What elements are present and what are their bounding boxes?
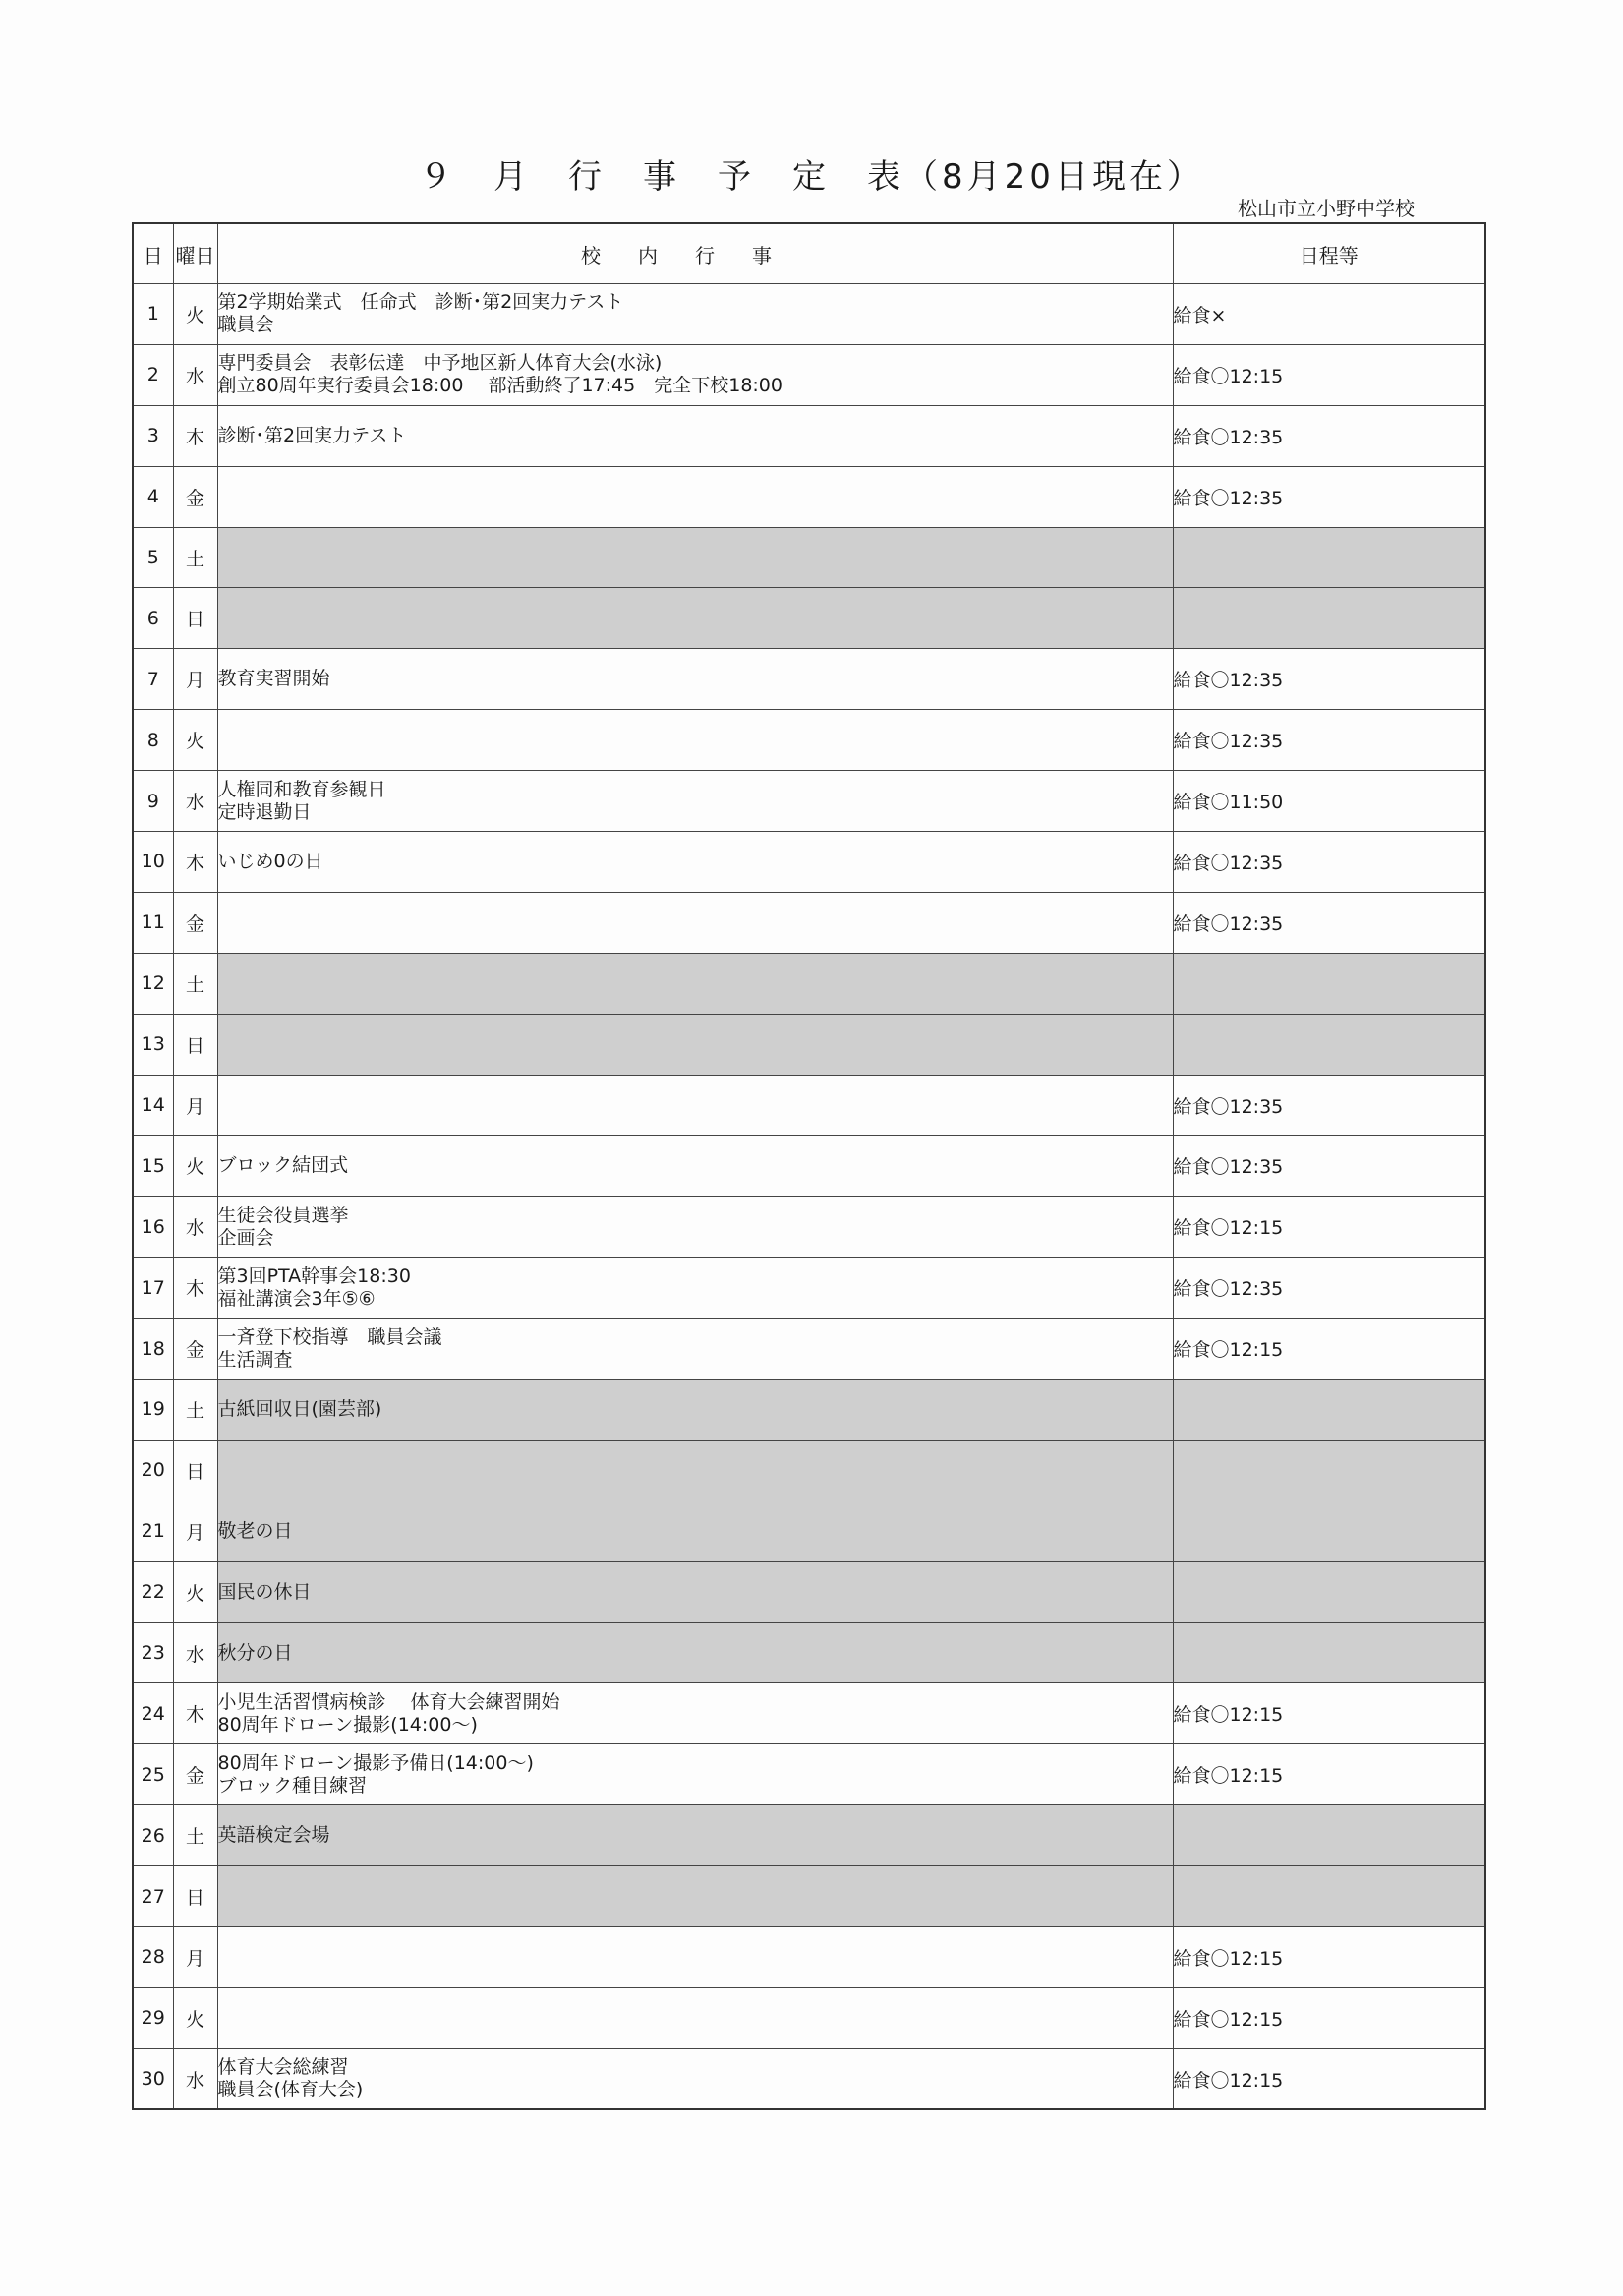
weekday-cell: 火 <box>173 1561 217 1622</box>
event-line: 秋分の日 <box>217 1641 293 1664</box>
table-row <box>133 344 1485 405</box>
weekday-cell: 金 <box>173 1319 217 1380</box>
event-cell <box>217 1561 1173 1622</box>
table-row <box>133 1380 1485 1441</box>
notes-cell <box>1173 1805 1485 1866</box>
table-row <box>133 771 1485 832</box>
event-cell <box>217 649 1173 710</box>
table-row <box>133 1501 1485 1561</box>
weekday-cell: 月 <box>173 1501 217 1561</box>
event-cell <box>217 832 1173 893</box>
school-name: 松山市立小野中学校 <box>1238 197 1415 220</box>
notes-cell: 給食〇12:15 <box>1173 1744 1485 1805</box>
table-row <box>133 710 1485 771</box>
notes-cell: 給食〇12:15 <box>1173 344 1485 405</box>
schedule-table <box>132 222 1486 2110</box>
event-line: ブロック種目練習 <box>217 1774 368 1796</box>
table-row <box>133 466 1485 527</box>
event-cell <box>217 1075 1173 1136</box>
day-cell: 3 <box>133 405 173 466</box>
weekday-cell: 火 <box>173 1987 217 2048</box>
table-row <box>133 1197 1485 1258</box>
day-cell: 20 <box>133 1440 173 1501</box>
event-line: 定時退勤日 <box>217 800 312 823</box>
page-title: ９ 月 行 事 予 定 表（8月20日現在） <box>419 157 1204 197</box>
event-cell <box>217 771 1173 832</box>
notes-cell <box>1173 1380 1485 1441</box>
event-line: 80周年ドローン撮影(14:00～) <box>217 1713 478 1736</box>
notes-cell <box>1173 527 1485 588</box>
notes-cell: 給食〇11:50 <box>1173 771 1485 832</box>
event-cell <box>217 1136 1173 1197</box>
table-row <box>133 1683 1485 1744</box>
table-row <box>133 1440 1485 1501</box>
weekday-cell: 木 <box>173 832 217 893</box>
notes-cell: 給食〇12:15 <box>1173 2048 1485 2109</box>
notes-cell: 給食〇12:35 <box>1173 1258 1485 1319</box>
weekday-cell: 金 <box>173 1744 217 1805</box>
table-row <box>133 284 1485 345</box>
notes-cell <box>1173 1501 1485 1561</box>
event-cell <box>217 1987 1173 2048</box>
event-line: 体育大会総練習 <box>217 2056 349 2079</box>
event-line: 敬老の日 <box>217 1519 293 1542</box>
event-cell <box>217 1927 1173 1988</box>
day-cell: 8 <box>133 710 173 771</box>
event-cell <box>217 2048 1173 2109</box>
day-cell: 30 <box>133 2048 173 2109</box>
event-line: 第3回PTA幹事会18:30 <box>217 1265 411 1287</box>
event-cell <box>217 1258 1173 1319</box>
table-row <box>133 1744 1485 1805</box>
event-line: 国民の休日 <box>217 1580 312 1603</box>
event-cell <box>217 953 1173 1014</box>
table-row <box>133 2048 1485 2109</box>
day-cell: 10 <box>133 832 173 893</box>
weekday-cell: 水 <box>173 1197 217 1258</box>
event-line: 一斉登下校指導 職員会議 <box>217 1325 442 1348</box>
event-cell <box>217 892 1173 953</box>
day-cell: 23 <box>133 1622 173 1683</box>
weekday-cell: 木 <box>173 1683 217 1744</box>
event-line: 診断･第2回実力テスト <box>217 424 407 446</box>
notes-cell <box>1173 953 1485 1014</box>
event-cell <box>217 1744 1173 1805</box>
day-cell: 2 <box>133 344 173 405</box>
event-cell <box>217 466 1173 527</box>
event-line: 福祉講演会3年⑤⑥ <box>217 1287 376 1310</box>
notes-cell <box>1173 1014 1485 1075</box>
event-line: 創立80周年実行委員会18:00 部活動終了17:45 完全下校18:00 <box>217 375 783 397</box>
weekday-cell: 日 <box>173 1440 217 1501</box>
table-row <box>133 1561 1485 1622</box>
day-cell: 15 <box>133 1136 173 1197</box>
event-line: 生活調査 <box>217 1348 293 1371</box>
notes-cell <box>1173 588 1485 649</box>
header-day: 日 <box>133 223 173 284</box>
day-cell: 26 <box>133 1805 173 1866</box>
table-row <box>133 649 1485 710</box>
table-row <box>133 1987 1485 2048</box>
event-line: 古紙回収日(園芸部) <box>217 1397 382 1420</box>
event-cell <box>217 344 1173 405</box>
event-line: いじめ0の日 <box>217 850 323 872</box>
table-row <box>133 832 1485 893</box>
day-cell: 9 <box>133 771 173 832</box>
weekday-cell: 火 <box>173 1136 217 1197</box>
day-cell: 16 <box>133 1197 173 1258</box>
notes-cell: 給食〇12:15 <box>1173 1319 1485 1380</box>
weekday-cell: 土 <box>173 953 217 1014</box>
day-cell: 11 <box>133 892 173 953</box>
notes-cell <box>1173 1622 1485 1683</box>
event-line: 80周年ドローン撮影予備日(14:00～) <box>217 1751 534 1774</box>
notes-cell: 給食〇12:35 <box>1173 1075 1485 1136</box>
event-line: ブロック結団式 <box>217 1154 349 1177</box>
table-row <box>133 1927 1485 1988</box>
weekday-cell: 火 <box>173 710 217 771</box>
weekday-cell: 月 <box>173 649 217 710</box>
event-cell <box>217 1805 1173 1866</box>
day-cell: 18 <box>133 1319 173 1380</box>
event-cell <box>217 1501 1173 1561</box>
event-line: 専門委員会 表彰伝達 中予地区新人体育大会(水泳) <box>217 352 663 375</box>
table-row <box>133 588 1485 649</box>
table-row <box>133 892 1485 953</box>
event-line: 教育実習開始 <box>217 668 330 690</box>
weekday-cell: 金 <box>173 466 217 527</box>
event-cell <box>217 284 1173 345</box>
day-cell: 17 <box>133 1258 173 1319</box>
day-cell: 29 <box>133 1987 173 2048</box>
day-cell: 25 <box>133 1744 173 1805</box>
weekday-cell: 日 <box>173 1866 217 1927</box>
weekday-cell: 木 <box>173 1258 217 1319</box>
notes-cell: 給食〇12:35 <box>1173 405 1485 466</box>
event-cell <box>217 1014 1173 1075</box>
day-cell: 6 <box>133 588 173 649</box>
notes-cell: 給食〇12:35 <box>1173 832 1485 893</box>
event-cell <box>217 1622 1173 1683</box>
event-line: 職員会 <box>217 314 274 336</box>
event-cell <box>217 405 1173 466</box>
event-cell <box>217 1440 1173 1501</box>
event-cell <box>217 710 1173 771</box>
event-line: 英語検定会場 <box>217 1824 330 1847</box>
day-cell: 5 <box>133 527 173 588</box>
header-row <box>133 223 1485 284</box>
weekday-cell: 日 <box>173 1014 217 1075</box>
notes-cell: 給食〇12:35 <box>1173 466 1485 527</box>
weekday-cell: 土 <box>173 1805 217 1866</box>
table-row <box>133 1075 1485 1136</box>
table-row <box>133 1258 1485 1319</box>
weekday-cell: 金 <box>173 892 217 953</box>
notes-cell: 給食〇12:35 <box>1173 1136 1485 1197</box>
notes-cell: 給食× <box>1173 284 1485 345</box>
notes-cell: 給食〇12:35 <box>1173 649 1485 710</box>
event-line: 企画会 <box>217 1226 274 1249</box>
table-row <box>133 527 1485 588</box>
day-cell: 13 <box>133 1014 173 1075</box>
weekday-cell: 水 <box>173 771 217 832</box>
notes-cell: 給食〇12:35 <box>1173 892 1485 953</box>
schedule-body <box>133 284 1485 2110</box>
table-row <box>133 1319 1485 1380</box>
notes-cell <box>1173 1561 1485 1622</box>
table-row <box>133 1866 1485 1927</box>
header-notes: 日程等 <box>1173 223 1485 284</box>
weekday-cell: 土 <box>173 1380 217 1441</box>
notes-cell: 給食〇12:15 <box>1173 1927 1485 1988</box>
event-cell <box>217 527 1173 588</box>
weekday-cell: 土 <box>173 527 217 588</box>
notes-cell: 給食〇12:15 <box>1173 1197 1485 1258</box>
notes-cell: 給食〇12:35 <box>1173 710 1485 771</box>
day-cell: 19 <box>133 1380 173 1441</box>
header-event: 校内行事 <box>217 223 1173 284</box>
notes-cell: 給食〇12:15 <box>1173 1683 1485 1744</box>
event-cell <box>217 1319 1173 1380</box>
event-line: 第2学期始業式 任命式 診断･第2回実力テスト <box>217 291 624 314</box>
table-row <box>133 1014 1485 1075</box>
table-row <box>133 1622 1485 1683</box>
header-dow: 曜日 <box>173 223 217 284</box>
weekday-cell: 木 <box>173 405 217 466</box>
day-cell: 21 <box>133 1501 173 1561</box>
event-cell <box>217 1866 1173 1927</box>
event-line: 生徒会役員選挙 <box>217 1204 349 1226</box>
notes-cell: 給食〇12:15 <box>1173 1987 1485 2048</box>
day-cell: 28 <box>133 1927 173 1988</box>
event-line: 小児生活習慣病検診 体育大会練習開始 <box>217 1690 560 1713</box>
day-cell: 4 <box>133 466 173 527</box>
weekday-cell: 水 <box>173 2048 217 2109</box>
notes-cell <box>1173 1866 1485 1927</box>
weekday-cell: 水 <box>173 1622 217 1683</box>
event-line: 人権同和教育参観日 <box>217 778 386 800</box>
weekday-cell: 水 <box>173 344 217 405</box>
day-cell: 27 <box>133 1866 173 1927</box>
table-row <box>133 1805 1485 1866</box>
day-cell: 1 <box>133 284 173 345</box>
weekday-cell: 火 <box>173 284 217 345</box>
event-cell <box>217 1683 1173 1744</box>
event-line: 職員会(体育大会) <box>217 2079 364 2101</box>
table-row <box>133 953 1485 1014</box>
weekday-cell: 月 <box>173 1075 217 1136</box>
event-cell <box>217 588 1173 649</box>
table-row <box>133 1136 1485 1197</box>
day-cell: 14 <box>133 1075 173 1136</box>
table-row <box>133 405 1485 466</box>
day-cell: 7 <box>133 649 173 710</box>
weekday-cell: 日 <box>173 588 217 649</box>
event-cell <box>217 1197 1173 1258</box>
notes-cell <box>1173 1440 1485 1501</box>
event-cell <box>217 1380 1173 1441</box>
weekday-cell: 月 <box>173 1927 217 1988</box>
day-cell: 12 <box>133 953 173 1014</box>
day-cell: 24 <box>133 1683 173 1744</box>
day-cell: 22 <box>133 1561 173 1622</box>
